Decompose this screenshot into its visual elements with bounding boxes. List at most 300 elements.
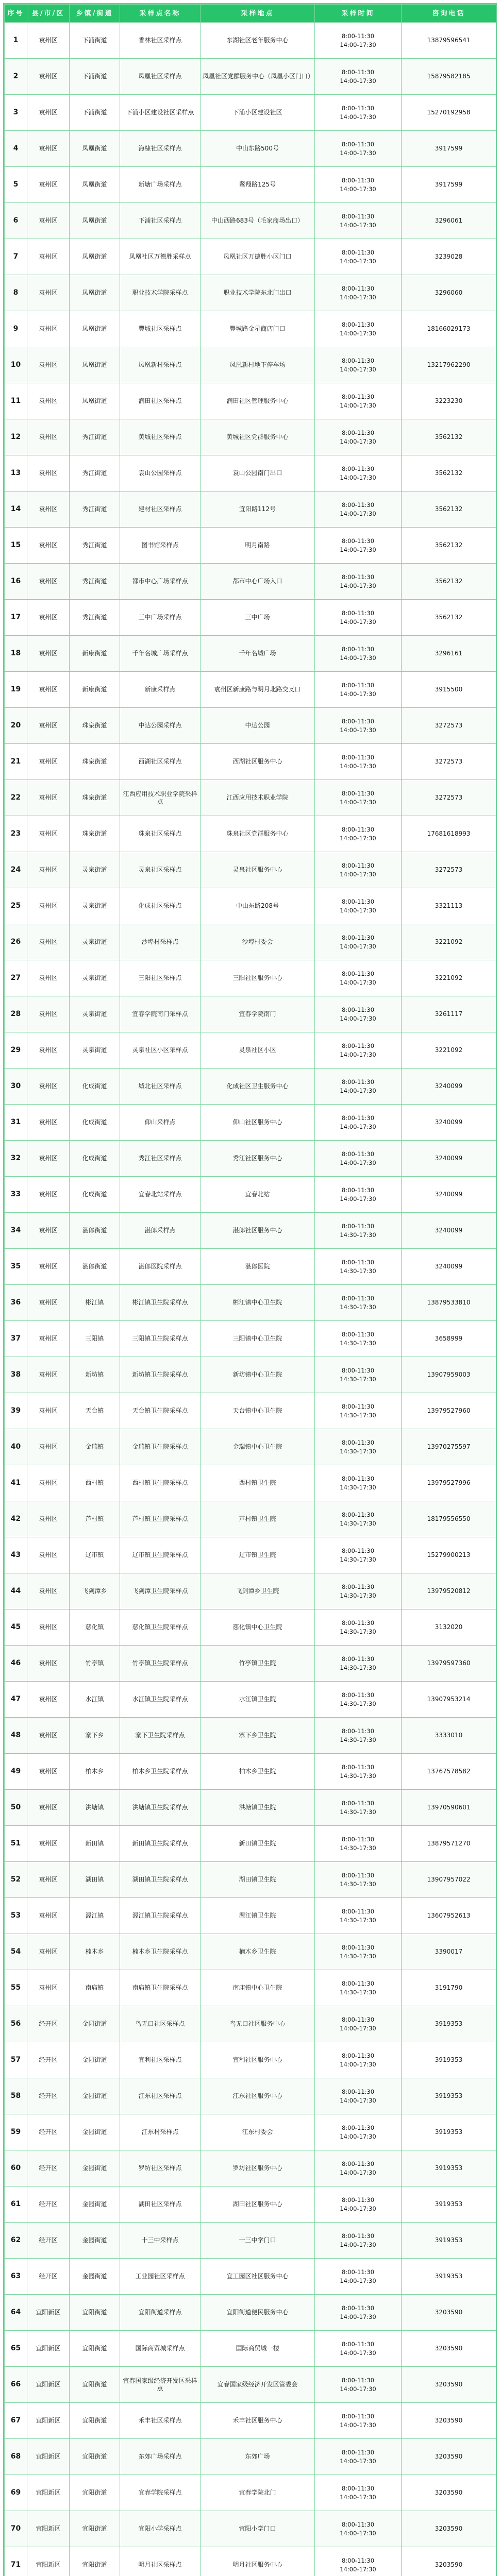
cell-no: 26 bbox=[5, 924, 27, 960]
cell-phone: 3272573 bbox=[402, 744, 496, 780]
cell-district: 宜阳新区 bbox=[27, 2295, 70, 2331]
cell-phone: 3296060 bbox=[402, 275, 496, 311]
table-row bbox=[5, 816, 496, 852]
cell-town: 秀江街道 bbox=[70, 492, 120, 528]
cell-town: 灵泉街道 bbox=[70, 996, 120, 1032]
cell-no: 6 bbox=[5, 203, 27, 239]
cell-address: 彬江镇中心卫生院 bbox=[201, 1285, 315, 1321]
cell-no: 56 bbox=[5, 2006, 27, 2042]
cell-no: 71 bbox=[5, 2547, 27, 2576]
cell-no: 12 bbox=[5, 419, 27, 455]
table-row bbox=[5, 1285, 496, 1321]
cell-hours: 8:00-11:30 14:30-17:30 bbox=[315, 1537, 402, 1573]
cell-hours: 8:00-11:30 14:30-17:30 bbox=[315, 1754, 402, 1790]
cell-town: 灵泉街道 bbox=[70, 1032, 120, 1069]
cell-phone: 3919353 bbox=[402, 2223, 496, 2259]
cell-no: 44 bbox=[5, 1573, 27, 1609]
cell-hours: 8:00-11:30 14:30-17:30 bbox=[315, 1501, 402, 1537]
cell-hours: 8:00-11:30 14:00-17:30 bbox=[315, 275, 402, 311]
cell-hours: 8:00-11:30 14:00-17:30 bbox=[315, 2223, 402, 2259]
cell-no: 46 bbox=[5, 1646, 27, 1682]
cell-district: 袁州区 bbox=[27, 924, 70, 960]
cell-district: 袁州区 bbox=[27, 888, 70, 924]
cell-phone: 3132020 bbox=[402, 1609, 496, 1646]
cell-town: 化成街道 bbox=[70, 1069, 120, 1105]
cell-town: 灵泉街道 bbox=[70, 924, 120, 960]
cell-phone: 3272573 bbox=[402, 780, 496, 816]
table-row bbox=[5, 167, 496, 203]
cell-address: 沙埠村委会 bbox=[201, 924, 315, 960]
cell-site-name: 城北社区采样点 bbox=[120, 1069, 201, 1105]
table-row bbox=[5, 1321, 496, 1357]
cell-town: 凤凰街道 bbox=[70, 239, 120, 275]
cell-town: 珠泉街道 bbox=[70, 816, 120, 852]
cell-district: 袁州区 bbox=[27, 1934, 70, 1970]
cell-site-name: 图书馆采样点 bbox=[120, 528, 201, 564]
table-row bbox=[5, 1646, 496, 1682]
table-row bbox=[5, 1141, 496, 1177]
cell-no: 29 bbox=[5, 1032, 27, 1069]
cell-no: 34 bbox=[5, 1213, 27, 1249]
cell-site-name: 千年名城广场采样点 bbox=[120, 636, 201, 672]
cell-address: 凤凰社区万德胜小区门口 bbox=[201, 239, 315, 275]
cell-district: 袁州区 bbox=[27, 239, 70, 275]
cell-town: 宜阳街道 bbox=[70, 2295, 120, 2331]
cell-no: 47 bbox=[5, 1682, 27, 1718]
cell-phone: 3203590 bbox=[402, 2295, 496, 2331]
cell-town: 洪塘镇 bbox=[70, 1790, 120, 1826]
cell-hours: 8:00-11:30 14:30-17:30 bbox=[315, 1321, 402, 1357]
cell-hours: 8:00-11:30 14:30-17:30 bbox=[315, 1393, 402, 1429]
cell-site-name: 西村镇卫生院采样点 bbox=[120, 1465, 201, 1501]
cell-district: 经开区 bbox=[27, 2078, 70, 2114]
cell-phone: 3562132 bbox=[402, 419, 496, 455]
cell-hours: 8:00-11:30 14:30-17:30 bbox=[315, 1465, 402, 1501]
cell-phone: 3272573 bbox=[402, 708, 496, 744]
cell-district: 宜阳新区 bbox=[27, 2439, 70, 2475]
sampling-site-table-container bbox=[3, 3, 497, 2576]
cell-address: 洪塘镇卫生院 bbox=[201, 1790, 315, 1826]
cell-district: 袁州区 bbox=[27, 1213, 70, 1249]
cell-site-name: 宜春学院南门采样点 bbox=[120, 996, 201, 1032]
cell-site-name: 凤凰新村采样点 bbox=[120, 347, 201, 383]
cell-phone: 3240099 bbox=[402, 1105, 496, 1141]
table-row bbox=[5, 59, 496, 95]
cell-no: 69 bbox=[5, 2475, 27, 2511]
cell-district: 袁州区 bbox=[27, 1754, 70, 1790]
cell-site-name: 国际商贸城采样点 bbox=[120, 2331, 201, 2367]
cell-phone: 3240099 bbox=[402, 1069, 496, 1105]
cell-town: 金瑞镇 bbox=[70, 1429, 120, 1465]
cell-phone: 13979527960 bbox=[402, 1393, 496, 1429]
cell-site-name: 彬江镇卫生院采样点 bbox=[120, 1285, 201, 1321]
cell-phone: 13767578582 bbox=[402, 1754, 496, 1790]
cell-phone: 3203590 bbox=[402, 2403, 496, 2439]
cell-phone: 3333010 bbox=[402, 1718, 496, 1754]
cell-address: 飞剑潭乡卫生院 bbox=[201, 1573, 315, 1609]
cell-no: 37 bbox=[5, 1321, 27, 1357]
cell-address: 宜春学院南门 bbox=[201, 996, 315, 1032]
cell-site-name: 天台镇卫生院采样点 bbox=[120, 1393, 201, 1429]
cell-site-name: 黄城社区采样点 bbox=[120, 419, 201, 455]
cell-no: 33 bbox=[5, 1177, 27, 1213]
cell-phone: 3919353 bbox=[402, 2114, 496, 2150]
cell-address: 竹亭镇卫生院 bbox=[201, 1646, 315, 1682]
table-row bbox=[5, 419, 496, 455]
table-row bbox=[5, 239, 496, 275]
cell-district: 袁州区 bbox=[27, 1177, 70, 1213]
cell-town: 芦村镇 bbox=[70, 1501, 120, 1537]
cell-phone: 13979520812 bbox=[402, 1573, 496, 1609]
table-row bbox=[5, 1898, 496, 1934]
cell-town: 珠泉街道 bbox=[70, 708, 120, 744]
cell-no: 22 bbox=[5, 780, 27, 816]
cell-hours: 8:00-11:30 14:00-17:30 bbox=[315, 636, 402, 672]
cell-phone: 13907957022 bbox=[402, 1862, 496, 1898]
cell-town: 珠泉街道 bbox=[70, 744, 120, 780]
cell-phone: 3221092 bbox=[402, 924, 496, 960]
table-row bbox=[5, 2114, 496, 2150]
cell-address: 宜利社区服务中心 bbox=[201, 2042, 315, 2078]
cell-town: 灵泉街道 bbox=[70, 960, 120, 996]
cell-site-name: 辽市镇卫生院采样点 bbox=[120, 1537, 201, 1573]
header-town: 乡镇/街道 bbox=[70, 5, 120, 23]
cell-town: 下浦街道 bbox=[70, 23, 120, 59]
cell-phone: 13217962290 bbox=[402, 347, 496, 383]
cell-hours: 8:00-11:30 14:00-17:30 bbox=[315, 311, 402, 347]
table-row bbox=[5, 1934, 496, 1970]
cell-address: 江东村委会 bbox=[201, 2114, 315, 2150]
cell-no: 49 bbox=[5, 1754, 27, 1790]
cell-phone: 13970590601 bbox=[402, 1790, 496, 1826]
cell-site-name: 明月社区采样点 bbox=[120, 2547, 201, 2576]
cell-address: 寨下乡卫生院 bbox=[201, 1718, 315, 1754]
cell-address: 润田社区管理服务中心 bbox=[201, 383, 315, 419]
cell-district: 袁州区 bbox=[27, 1465, 70, 1501]
table-row bbox=[5, 2150, 496, 2187]
cell-phone: 3296061 bbox=[402, 203, 496, 239]
cell-no: 9 bbox=[5, 311, 27, 347]
cell-hours: 8:00-11:30 14:00-17:30 bbox=[315, 1141, 402, 1177]
cell-site-name: 三阳社区采样点 bbox=[120, 960, 201, 996]
cell-address: 东湖社区老年服务中心 bbox=[201, 23, 315, 59]
cell-phone: 13879571270 bbox=[402, 1826, 496, 1862]
cell-district: 袁州区 bbox=[27, 1537, 70, 1573]
cell-no: 23 bbox=[5, 816, 27, 852]
cell-site-name: 十三中采样点 bbox=[120, 2223, 201, 2259]
cell-address: 西湖社区服务中心 bbox=[201, 744, 315, 780]
cell-phone: 3390017 bbox=[402, 1934, 496, 1970]
cell-phone: 3919353 bbox=[402, 2259, 496, 2295]
cell-address: 千年名城广场 bbox=[201, 636, 315, 672]
cell-site-name: 三中广场采样点 bbox=[120, 600, 201, 636]
cell-district: 经开区 bbox=[27, 2223, 70, 2259]
cell-hours: 8:00-11:30 14:00-17:30 bbox=[315, 960, 402, 996]
table-row bbox=[5, 636, 496, 672]
cell-district: 宜阳新区 bbox=[27, 2511, 70, 2547]
cell-district: 袁州区 bbox=[27, 672, 70, 708]
cell-address: 三阳镇中心卫生院 bbox=[201, 1321, 315, 1357]
cell-site-name: 湖田社区采样点 bbox=[120, 2187, 201, 2223]
cell-phone: 3562132 bbox=[402, 564, 496, 600]
cell-site-name: 工业园社区采样点 bbox=[120, 2259, 201, 2295]
cell-no: 19 bbox=[5, 672, 27, 708]
cell-no: 13 bbox=[5, 455, 27, 492]
table-row bbox=[5, 1357, 496, 1393]
cell-phone: 13907953214 bbox=[402, 1682, 496, 1718]
cell-town: 水江镇 bbox=[70, 1682, 120, 1718]
table-row bbox=[5, 131, 496, 167]
cell-district: 袁州区 bbox=[27, 1970, 70, 2006]
table-row bbox=[5, 1393, 496, 1429]
cell-address: 西村镇卫生院 bbox=[201, 1465, 315, 1501]
table-row bbox=[5, 1718, 496, 1754]
cell-town: 化成街道 bbox=[70, 1105, 120, 1141]
cell-district: 袁州区 bbox=[27, 1501, 70, 1537]
cell-phone: 13907959003 bbox=[402, 1357, 496, 1393]
cell-no: 3 bbox=[5, 95, 27, 131]
table-row bbox=[5, 744, 496, 780]
cell-hours: 8:00-11:30 14:00-17:30 bbox=[315, 2187, 402, 2223]
cell-site-name: 新塘广场采样点 bbox=[120, 167, 201, 203]
cell-district: 袁州区 bbox=[27, 600, 70, 636]
cell-site-name: 珠泉社区采样点 bbox=[120, 816, 201, 852]
cell-no: 16 bbox=[5, 564, 27, 600]
cell-no: 10 bbox=[5, 347, 27, 383]
cell-town: 彬江镇 bbox=[70, 1285, 120, 1321]
cell-hours: 8:00-11:30 14:30-17:30 bbox=[315, 1285, 402, 1321]
cell-address: 中山东路208号 bbox=[201, 888, 315, 924]
cell-district: 袁州区 bbox=[27, 1032, 70, 1069]
cell-town: 宜阳街道 bbox=[70, 2511, 120, 2547]
cell-no: 41 bbox=[5, 1465, 27, 1501]
cell-no: 45 bbox=[5, 1609, 27, 1646]
cell-town: 金园街道 bbox=[70, 2114, 120, 2150]
cell-address: 水江镇卫生院 bbox=[201, 1682, 315, 1718]
cell-address: 十三中学门口 bbox=[201, 2223, 315, 2259]
table-row bbox=[5, 564, 496, 600]
cell-hours: 8:00-11:30 14:00-17:30 bbox=[315, 888, 402, 924]
cell-no: 28 bbox=[5, 996, 27, 1032]
cell-district: 袁州区 bbox=[27, 564, 70, 600]
table-row bbox=[5, 1501, 496, 1537]
cell-no: 35 bbox=[5, 1249, 27, 1285]
cell-site-name: 南庙镇卫生院采样点 bbox=[120, 1970, 201, 2006]
cell-hours: 8:00-11:30 14:30-17:30 bbox=[315, 1970, 402, 2006]
cell-no: 8 bbox=[5, 275, 27, 311]
cell-phone: 18166029173 bbox=[402, 311, 496, 347]
table-row bbox=[5, 888, 496, 924]
header-site-name: 采样点名称 bbox=[120, 5, 201, 23]
cell-town: 三阳镇 bbox=[70, 1321, 120, 1357]
table-row bbox=[5, 95, 496, 131]
cell-phone: 15879582185 bbox=[402, 59, 496, 95]
cell-town: 凤凰街道 bbox=[70, 167, 120, 203]
cell-district: 袁州区 bbox=[27, 131, 70, 167]
cell-hours: 8:00-11:30 14:00-17:30 bbox=[315, 23, 402, 59]
cell-town: 新坊镇 bbox=[70, 1357, 120, 1393]
cell-address: 黄城社区党群服务中心 bbox=[201, 419, 315, 455]
cell-site-name: 宜阳街道采样点 bbox=[120, 2295, 201, 2331]
cell-phone: 3191790 bbox=[402, 1970, 496, 2006]
cell-district: 袁州区 bbox=[27, 816, 70, 852]
cell-site-name: 凤凰社区万德胜采样点 bbox=[120, 239, 201, 275]
cell-address: 鹭翔路125号 bbox=[201, 167, 315, 203]
cell-no: 4 bbox=[5, 131, 27, 167]
cell-address: 罗坊社区服务中心 bbox=[201, 2150, 315, 2187]
cell-district: 经开区 bbox=[27, 2114, 70, 2150]
cell-address: 湖田社区服务中心 bbox=[201, 2187, 315, 2223]
cell-site-name: 下浦社区采样点 bbox=[120, 203, 201, 239]
cell-district: 袁州区 bbox=[27, 347, 70, 383]
cell-no: 51 bbox=[5, 1826, 27, 1862]
cell-no: 11 bbox=[5, 383, 27, 419]
table-row bbox=[5, 455, 496, 492]
cell-hours: 8:00-11:30 14:00-17:30 bbox=[315, 2114, 402, 2150]
cell-hours: 8:00-11:30 14:00-17:30 bbox=[315, 1032, 402, 1069]
cell-hours: 8:00-11:30 14:00-17:30 bbox=[315, 419, 402, 455]
cell-site-name: 沙埠村采样点 bbox=[120, 924, 201, 960]
cell-hours: 8:00-11:30 14:30-17:30 bbox=[315, 1429, 402, 1465]
cell-no: 64 bbox=[5, 2295, 27, 2331]
table-row bbox=[5, 960, 496, 996]
cell-site-name: 凤凰社区采样点 bbox=[120, 59, 201, 95]
cell-district: 袁州区 bbox=[27, 1069, 70, 1105]
cell-address: 楠木乡卫生院 bbox=[201, 1934, 315, 1970]
cell-phone: 3562132 bbox=[402, 600, 496, 636]
cell-phone: 3203590 bbox=[402, 2367, 496, 2403]
cell-no: 14 bbox=[5, 492, 27, 528]
cell-phone: 3239028 bbox=[402, 239, 496, 275]
table-row bbox=[5, 1177, 496, 1213]
cell-address: 明月社区服务中心 bbox=[201, 2547, 315, 2576]
table-row bbox=[5, 2259, 496, 2295]
cell-address: 禾丰社区服务中心 bbox=[201, 2403, 315, 2439]
cell-address: 三阳社区服务中心 bbox=[201, 960, 315, 996]
cell-hours: 8:00-11:30 14:00-17:30 bbox=[315, 455, 402, 492]
table-row bbox=[5, 852, 496, 888]
cell-site-name: 寨下卫生院采样点 bbox=[120, 1718, 201, 1754]
cell-hours: 8:00-11:30 14:00-17:30 bbox=[315, 780, 402, 816]
cell-town: 湛郎街道 bbox=[70, 1213, 120, 1249]
cell-site-name: 豐城社区采样点 bbox=[120, 311, 201, 347]
cell-district: 袁州区 bbox=[27, 1826, 70, 1862]
table-body bbox=[5, 23, 496, 2576]
cell-hours: 8:00-11:30 14:00-17:30 bbox=[315, 131, 402, 167]
table-row bbox=[5, 1105, 496, 1141]
cell-no: 67 bbox=[5, 2403, 27, 2439]
cell-no: 30 bbox=[5, 1069, 27, 1105]
cell-hours: 8:00-11:30 14:30-17:30 bbox=[315, 1646, 402, 1682]
cell-district: 袁州区 bbox=[27, 1141, 70, 1177]
cell-hours: 8:00-11:30 14:00-17:30 bbox=[315, 672, 402, 708]
cell-hours: 8:00-11:30 14:00-17:30 bbox=[315, 2006, 402, 2042]
table-row bbox=[5, 2006, 496, 2042]
cell-no: 31 bbox=[5, 1105, 27, 1141]
cell-no: 52 bbox=[5, 1862, 27, 1898]
cell-phone: 3203590 bbox=[402, 2331, 496, 2367]
header-address: 采样地点 bbox=[201, 5, 315, 23]
cell-address: 宜阳路112号 bbox=[201, 492, 315, 528]
cell-district: 袁州区 bbox=[27, 960, 70, 996]
header-district: 县/市/区 bbox=[27, 5, 70, 23]
cell-district: 袁州区 bbox=[27, 1898, 70, 1934]
cell-town: 天台镇 bbox=[70, 1393, 120, 1429]
cell-hours: 8:00-11:30 14:00-17:30 bbox=[315, 203, 402, 239]
cell-address: 慈化镇中心卫生院 bbox=[201, 1609, 315, 1646]
cell-phone: 3203590 bbox=[402, 2511, 496, 2547]
cell-no: 43 bbox=[5, 1537, 27, 1573]
cell-site-name: 宜阳小学采样点 bbox=[120, 2511, 201, 2547]
cell-site-name: 新坊镇卫生院采样点 bbox=[120, 1357, 201, 1393]
cell-district: 经开区 bbox=[27, 2150, 70, 2187]
cell-town: 凤凰街道 bbox=[70, 311, 120, 347]
cell-district: 袁州区 bbox=[27, 1682, 70, 1718]
cell-town: 寨下乡 bbox=[70, 1718, 120, 1754]
cell-hours: 8:00-11:30 14:00-17:30 bbox=[315, 347, 402, 383]
cell-town: 飞剑潭乡 bbox=[70, 1573, 120, 1609]
cell-no: 50 bbox=[5, 1790, 27, 1826]
cell-town: 化成街道 bbox=[70, 1141, 120, 1177]
cell-town: 下浦街道 bbox=[70, 59, 120, 95]
table-row bbox=[5, 996, 496, 1032]
cell-no: 36 bbox=[5, 1285, 27, 1321]
cell-hours: 8:00-11:30 14:00-17:30 bbox=[315, 2295, 402, 2331]
cell-hours: 8:00-11:30 14:00-17:30 bbox=[315, 2150, 402, 2187]
cell-town: 秀江街道 bbox=[70, 600, 120, 636]
cell-address: 都市中心广场入口 bbox=[201, 564, 315, 600]
cell-town: 湖田镇 bbox=[70, 1862, 120, 1898]
cell-site-name: 江西应用技术职业学院采样点 bbox=[120, 780, 201, 816]
cell-hours: 8:00-11:30 14:30-17:30 bbox=[315, 1213, 402, 1249]
cell-address: 湖田镇卫生院 bbox=[201, 1862, 315, 1898]
cell-hours: 8:00-11:30 14:00-17:30 bbox=[315, 708, 402, 744]
cell-district: 袁州区 bbox=[27, 275, 70, 311]
cell-site-name: 西湖社区采样点 bbox=[120, 744, 201, 780]
cell-no: 55 bbox=[5, 1970, 27, 2006]
cell-no: 58 bbox=[5, 2078, 27, 2114]
cell-site-name: 建材社区采样点 bbox=[120, 492, 201, 528]
cell-site-name: 三阳镇卫生院采样点 bbox=[120, 1321, 201, 1357]
cell-address: 芦村镇卫生院 bbox=[201, 1501, 315, 1537]
table-row bbox=[5, 1573, 496, 1609]
table-row bbox=[5, 2295, 496, 2331]
cell-town: 秀江街道 bbox=[70, 455, 120, 492]
cell-town: 金园街道 bbox=[70, 2078, 120, 2114]
cell-no: 63 bbox=[5, 2259, 27, 2295]
cell-district: 袁州区 bbox=[27, 492, 70, 528]
cell-site-name: 飞剑潭卫生院采样点 bbox=[120, 1573, 201, 1609]
cell-address: 珠泉社区党群服务中心 bbox=[201, 816, 315, 852]
cell-site-name: 化成社区采样点 bbox=[120, 888, 201, 924]
cell-town: 秀江街道 bbox=[70, 419, 120, 455]
cell-district: 袁州区 bbox=[27, 167, 70, 203]
cell-town: 金园街道 bbox=[70, 2259, 120, 2295]
cell-no: 32 bbox=[5, 1141, 27, 1177]
cell-phone: 18179556550 bbox=[402, 1501, 496, 1537]
cell-address: 凤凰新村地下停车场 bbox=[201, 347, 315, 383]
cell-hours: 8:00-11:30 14:00-17:30 bbox=[315, 2403, 402, 2439]
header-phone: 咨询电话 bbox=[402, 5, 496, 23]
cell-no: 38 bbox=[5, 1357, 27, 1393]
cell-phone: 3919353 bbox=[402, 2006, 496, 2042]
cell-hours: 8:00-11:30 14:30-17:30 bbox=[315, 1573, 402, 1609]
cell-address: 中山东路500号 bbox=[201, 131, 315, 167]
cell-phone: 3221092 bbox=[402, 960, 496, 996]
cell-no: 17 bbox=[5, 600, 27, 636]
cell-site-name: 禾丰社区采样点 bbox=[120, 2403, 201, 2439]
cell-address: 辽市镇卫生院 bbox=[201, 1537, 315, 1573]
